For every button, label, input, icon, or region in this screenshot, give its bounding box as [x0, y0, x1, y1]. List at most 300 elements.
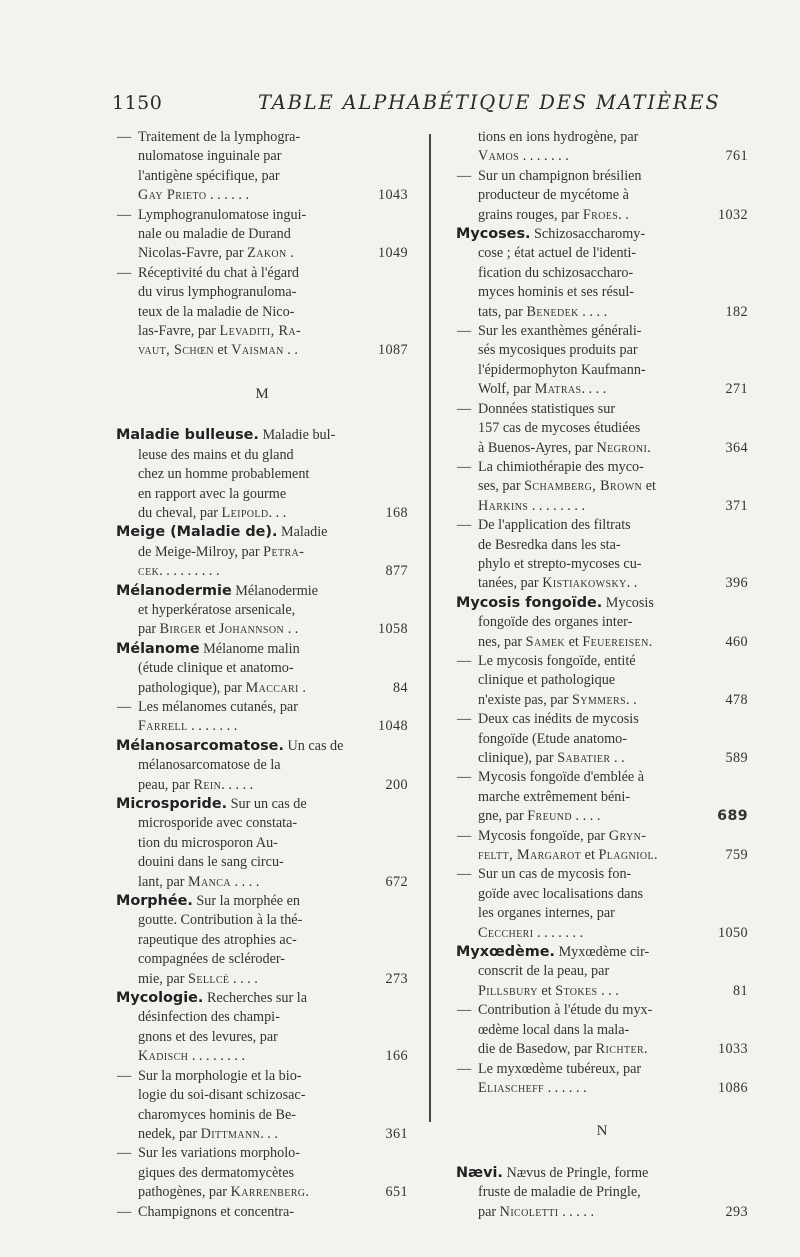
- entry-line: [456, 807, 748, 826]
- entry-text: lant, par: [138, 873, 189, 890]
- entry-line: [116, 795, 408, 814]
- index-entry: [456, 322, 748, 400]
- entry-line: [456, 691, 748, 710]
- entry-text: nes, par: [478, 633, 526, 650]
- entry-text: Lymphogranulomatose ingui-: [138, 206, 307, 223]
- entry-line: [116, 582, 408, 601]
- column-divider: [429, 134, 431, 1122]
- entry-text: tanées, par: [478, 575, 543, 592]
- entry-text: . .: [626, 691, 637, 708]
- entry-text: Nævus de Pringle, forme: [502, 1164, 649, 1181]
- author-name: Ceccheri: [478, 924, 534, 941]
- entry-line: [116, 426, 408, 445]
- entry-line: [116, 543, 408, 562]
- right-column: [456, 128, 748, 1222]
- entry-line: [116, 679, 408, 698]
- entry-line: [456, 380, 748, 399]
- entry-line: [456, 1079, 748, 1098]
- author-name: Dittmann: [200, 1125, 261, 1142]
- index-entry: [456, 128, 748, 167]
- page-reference: 1058: [378, 621, 408, 638]
- author-name: Symmers: [571, 691, 627, 708]
- entry-text: . . . . . . .: [519, 148, 569, 165]
- entry-text: . .: [283, 342, 298, 359]
- author-name: cek: [138, 563, 160, 580]
- entry-line: nulomatose inguinale par: [138, 148, 282, 165]
- index-entry: [116, 892, 408, 989]
- entry-dash: —: [457, 400, 472, 417]
- entry-line: [456, 477, 748, 496]
- entry-dash: —: [117, 1203, 132, 1220]
- entry-line: fongoïde (Etude anatomo-: [478, 730, 627, 747]
- index-entry: [456, 225, 748, 322]
- index-entry: [116, 989, 408, 1067]
- entry-line: [116, 737, 408, 756]
- entry-line: [456, 574, 748, 593]
- entry-line: chez un homme probablement: [138, 466, 310, 483]
- entry-line: producteur de mycétome à: [478, 187, 629, 204]
- index-keyword: Mélanome: [116, 640, 200, 657]
- entry-dash: —: [457, 167, 472, 184]
- author-name: Sellcé: [188, 970, 230, 987]
- author-name: Froes: [582, 206, 619, 223]
- author-name: Stokes: [555, 982, 598, 999]
- page-reference: 168: [385, 504, 408, 521]
- author-name: Karrenberg: [230, 1184, 306, 1201]
- author-name: Rein: [193, 776, 222, 793]
- index-keyword: Morphée.: [116, 893, 193, 910]
- entry-line: giques des dermatomycètes: [138, 1164, 295, 1181]
- entry-line: [116, 970, 408, 989]
- entry-line: mélanosarcomatose de la: [138, 757, 281, 774]
- index-entry: [456, 458, 748, 516]
- author-name: Schamberg, Brown: [524, 478, 643, 495]
- page-number: 1150: [112, 92, 163, 114]
- index-keyword: Mélanodermie: [116, 582, 232, 599]
- entry-text: . . . .: [571, 808, 601, 825]
- entry-line: [116, 322, 408, 341]
- author-name: Petra-: [263, 543, 305, 560]
- entry-line: [116, 244, 408, 263]
- index-entry: [116, 264, 408, 361]
- section-letter: M: [255, 385, 269, 402]
- entry-text: Données statistiques sur: [478, 400, 616, 417]
- entry-line: leuse des mains et du gland: [138, 446, 294, 463]
- index-entry: [116, 523, 408, 581]
- page-reference: 271: [725, 381, 748, 398]
- entry-line: [116, 1144, 408, 1163]
- entry-text: gne, par: [478, 808, 528, 825]
- entry-line: teux de la maladie de Nico-: [138, 303, 295, 320]
- entry-text: et: [581, 847, 599, 864]
- author-name: Manca: [188, 873, 231, 890]
- entry-line: [116, 776, 408, 795]
- index-entry: [116, 698, 408, 737]
- entry-line: [456, 167, 748, 186]
- entry-line: [116, 717, 408, 736]
- entry-dash: —: [457, 458, 472, 475]
- entry-text: . . . . . . .: [533, 924, 584, 941]
- entry-text: .: [305, 1184, 309, 1201]
- author-name: Leipold: [221, 504, 269, 521]
- entry-text: Myxœdème cir-: [555, 944, 650, 961]
- entry-text: Sur la morphologie et la bio-: [138, 1067, 302, 1084]
- index-entry: [456, 827, 748, 866]
- entry-line: [456, 400, 748, 419]
- entry-text: .: [648, 633, 653, 650]
- page-reference: 1033: [718, 1041, 748, 1058]
- entry-line: l'épidermophyton Kaufmann-: [478, 361, 646, 378]
- entry-line: et hyperkératose arsenicale,: [138, 601, 296, 618]
- entry-text: Maladie: [277, 524, 328, 541]
- author-name: Benedek: [526, 303, 579, 320]
- entry-dash: —: [457, 866, 472, 883]
- index-entry: [116, 1067, 408, 1145]
- page-header: [112, 88, 742, 118]
- entry-text: Recherches sur la: [203, 990, 308, 1007]
- entry-text: Les mélanomes cutanés, par: [138, 698, 298, 715]
- entry-line: fongoïde des organes inter-: [478, 614, 633, 631]
- entry-text: Contribution à l'étude du myx-: [478, 1002, 653, 1019]
- entry-line: myces hominis et ses résul-: [478, 284, 635, 301]
- author-name: Farrell: [138, 718, 188, 735]
- entry-line: nale ou maladie de Durand: [138, 226, 291, 243]
- entry-line: l'antigène spécifique, par: [138, 167, 280, 184]
- entry-dash: —: [117, 129, 132, 145]
- entry-text: . . . .: [230, 873, 260, 890]
- entry-text: Sur un champignon brésilien: [478, 167, 642, 184]
- entry-text: du cheval, par: [138, 504, 222, 521]
- entry-line: 157 cas de mycoses étudiées: [478, 420, 641, 437]
- entry-line: [116, 504, 408, 523]
- entry-line: [456, 652, 748, 671]
- entry-line: [456, 924, 748, 943]
- index-entry: [456, 710, 748, 768]
- entry-text: Maladie bul-: [258, 427, 336, 444]
- entry-line: [456, 1060, 748, 1079]
- entry-text: Mycosis: [602, 594, 654, 611]
- entry-line: [116, 1125, 408, 1144]
- entry-text: . . . . . . .: [187, 718, 238, 735]
- entry-dash: —: [117, 1145, 132, 1162]
- entry-line: [116, 698, 408, 717]
- entry-text: De l'application des filtrats: [478, 517, 631, 534]
- entry-line: microsporide avec constata-: [138, 815, 298, 832]
- entry-text: Sur les exanthèmes générali-: [478, 323, 642, 340]
- index-entry: [116, 206, 408, 264]
- entry-line: [456, 710, 748, 729]
- author-name: Plagniol: [598, 847, 654, 864]
- entry-line: [456, 206, 748, 225]
- section-letter: N: [596, 1123, 608, 1140]
- entry-line: sés mycosiques produits par: [478, 342, 638, 359]
- entry-text: Le mycosis fongoïde, entité: [478, 652, 636, 669]
- entry-text: à Buenos-Ayres, par: [478, 439, 597, 456]
- entry-text: . .: [610, 750, 625, 766]
- author-name: Vamos: [478, 148, 520, 165]
- entry-line: [456, 594, 748, 613]
- entry-text: . . . .: [581, 381, 607, 398]
- entry-line: [456, 768, 748, 787]
- entry-text: Sur les variations morpholo-: [138, 1145, 300, 1162]
- entry-line: désinfection des champi-: [138, 1009, 280, 1026]
- entry-line: [116, 264, 408, 283]
- entry-line: [456, 749, 748, 768]
- entry-line: compagnées de scléroder-: [138, 951, 286, 968]
- entry-line: [456, 322, 748, 341]
- page-reference: 759: [725, 847, 748, 864]
- entry-line: tions en ions hydrogène, par: [478, 129, 639, 145]
- entry-text: mie, par: [138, 970, 189, 987]
- author-name: Pillsbury: [478, 982, 538, 999]
- page-reference: 672: [385, 873, 408, 890]
- entry-text: de Meige-Milroy, par: [138, 543, 264, 560]
- entry-line: du virus lymphogranuloma-: [138, 284, 297, 301]
- page-reference: 361: [385, 1125, 408, 1142]
- entry-text: grains rouges, par: [478, 206, 583, 223]
- entry-text: n'existe pas, par: [478, 691, 572, 708]
- entry-line: [116, 620, 408, 639]
- entry-text: Sur un cas de: [227, 796, 307, 812]
- page-reference: 200: [385, 776, 408, 793]
- page-reference: 273: [385, 970, 408, 987]
- author-name: vaut, Schœn: [138, 342, 214, 359]
- page-reference: 182: [725, 303, 748, 320]
- page-reference: 1050: [718, 924, 748, 941]
- index-entry: [456, 167, 748, 225]
- entry-text: nedek, par: [138, 1125, 201, 1142]
- page-reference: 1087: [378, 342, 408, 359]
- entry-text: Mélanodermie: [231, 582, 318, 599]
- page-reference: 1043: [378, 187, 408, 204]
- entry-text: . . . . . . . . .: [159, 563, 220, 580]
- entry-text: et: [213, 342, 232, 359]
- index-entry: [456, 1060, 748, 1099]
- author-name: Gay Prieto: [138, 187, 207, 204]
- entry-line: [116, 892, 408, 911]
- entry-line: clinique et pathologique: [478, 672, 616, 689]
- author-name: Kistiakowsky: [542, 575, 627, 592]
- entry-dash: —: [117, 1067, 132, 1084]
- page-reference: 589: [725, 750, 748, 766]
- entry-text: . . . . .: [221, 776, 254, 793]
- author-name: Nicoletti: [499, 1203, 559, 1220]
- running-title: TABLE ALPHABÉTIQUE DES MATIÈRES: [258, 91, 721, 114]
- index-entry: [116, 795, 408, 892]
- index-entry: [456, 594, 748, 652]
- entry-text: . . . . . . . .: [528, 497, 586, 514]
- entry-line: rapeutique des atrophies ac-: [138, 931, 297, 948]
- entry-line: [456, 439, 748, 458]
- page-reference: 1049: [378, 245, 408, 262]
- index-entry: [116, 426, 408, 523]
- entry-line: de Besredka dans les sta-: [478, 536, 621, 553]
- author-name: Freund: [527, 808, 572, 825]
- index-entry: [456, 400, 748, 458]
- entry-dash: —: [457, 1002, 472, 1019]
- entry-text: Schizosaccharomy-: [530, 226, 646, 243]
- index-entry: [456, 943, 748, 1001]
- index-entry: [456, 1164, 748, 1222]
- entry-line: [456, 943, 748, 962]
- entry-text: pathologique), par: [138, 679, 246, 696]
- entry-text: et: [201, 621, 219, 638]
- entry-line: [116, 562, 408, 581]
- entry-text: Wolf, par: [478, 381, 535, 398]
- entry-line: [116, 206, 408, 225]
- page-reference: 371: [725, 497, 748, 514]
- entry-text: et: [642, 478, 656, 495]
- entry-line: marche extrêmement béni-: [478, 788, 631, 805]
- author-name: Sabatier: [557, 750, 611, 766]
- author-name: Kadisch: [138, 1048, 189, 1065]
- page-reference: 689: [717, 808, 748, 825]
- index-entry: [116, 128, 408, 206]
- entry-text: Champignons et concentra-: [138, 1203, 295, 1220]
- entry-line: [456, 1040, 748, 1059]
- entry-text: Nicolas-Favre, par: [138, 245, 248, 262]
- entry-dash: —: [457, 711, 472, 728]
- entry-text: pathogènes, par: [138, 1184, 231, 1201]
- index-keyword: Microsporide.: [116, 796, 228, 812]
- entry-line: [456, 147, 748, 166]
- entry-text: par: [138, 621, 160, 638]
- entry-line: charomyces hominis de Be-: [138, 1106, 296, 1123]
- entry-line: [116, 1203, 408, 1222]
- entry-line: œdème local dans la mala-: [478, 1021, 630, 1038]
- entry-line: [116, 1183, 408, 1202]
- author-name: Samek: [525, 633, 566, 650]
- entry-text: . . . .: [229, 970, 258, 987]
- entry-line: [456, 497, 748, 516]
- entry-text: Deux cas inédits de mycosis: [478, 711, 639, 728]
- entry-line: cose ; état actuel de l'identi-: [478, 245, 637, 262]
- entry-text: La chimiothérapie des myco-: [478, 458, 644, 475]
- entry-text: peau, par: [138, 776, 194, 793]
- entry-text: die de Basedow, par: [478, 1041, 596, 1058]
- page-reference: 1032: [718, 206, 748, 223]
- page-reference: 166: [385, 1048, 408, 1065]
- entry-line: fication du schizosaccharo-: [478, 264, 634, 281]
- entry-line: goïde avec localisations dans: [478, 885, 644, 902]
- index-entry: [456, 865, 748, 943]
- entry-line: [116, 1067, 408, 1086]
- entry-text: Un cas de: [283, 737, 344, 754]
- index-keyword: Mélanosarcomatose.: [116, 737, 284, 754]
- entry-text: [456, 828, 646, 844]
- entry-text: et: [537, 982, 556, 999]
- entry-line: [456, 225, 748, 244]
- entry-text: .: [298, 679, 306, 696]
- author-name: Richter: [595, 1041, 645, 1058]
- page-reference: 293: [725, 1203, 748, 1220]
- entry-line: [116, 989, 408, 1008]
- entry-text: ses, par: [478, 478, 525, 495]
- author-name: feltt, Margarot: [478, 847, 582, 864]
- page-reference: 81: [733, 982, 748, 999]
- index-keyword: Myxœdème.: [456, 944, 556, 961]
- entry-text: . . . . .: [558, 1203, 594, 1220]
- entry-line: [456, 1164, 748, 1183]
- entry-text: . . . . . .: [206, 187, 250, 204]
- entry-dash: —: [457, 323, 472, 340]
- entry-text: . .: [618, 206, 629, 223]
- page-reference: 460: [725, 633, 748, 650]
- author-name: Harkins: [478, 497, 529, 514]
- entry-line: [456, 982, 748, 1001]
- index-entry: [116, 640, 408, 698]
- entry-line: (étude clinique et anatomo-: [138, 660, 294, 677]
- entry-text: . . .: [260, 1125, 278, 1142]
- entry-text: Réceptivité du chat à l'égard: [138, 264, 299, 281]
- entry-dash: —: [457, 1060, 472, 1077]
- entry-text: .: [286, 245, 294, 262]
- entry-line: les organes internes, par: [478, 905, 615, 922]
- entry-text: Mycosis fongoïde, par: [478, 827, 609, 844]
- page-reference: 396: [725, 575, 748, 592]
- entry-text: par: [478, 1203, 500, 1220]
- author-name: Birger: [159, 621, 202, 638]
- index-entry: [116, 1144, 408, 1202]
- entry-text: . .: [626, 575, 638, 592]
- entry-text: Mycosis fongoïde d'emblée à: [478, 769, 645, 786]
- entry-text: . .: [284, 621, 299, 638]
- author-name: Matras: [534, 381, 582, 398]
- entry-text: Sur la morphée en: [192, 893, 301, 910]
- index-entry: [456, 652, 748, 710]
- entry-text: . . . . . . . .: [188, 1048, 246, 1065]
- entry-line: [116, 640, 408, 659]
- entry-line: [116, 341, 408, 360]
- page-reference: 478: [725, 691, 748, 708]
- author-name: Gryn-: [608, 827, 647, 844]
- entry-text: . . . .: [578, 303, 608, 320]
- entry-text: tats, par: [478, 303, 527, 320]
- index-keyword: Maladie bulleuse.: [116, 427, 259, 444]
- entry-line: [116, 186, 408, 205]
- author-name: Eliascheff: [478, 1079, 545, 1096]
- entry-line: [456, 1001, 748, 1020]
- index-keyword: Mycosis fongoïde.: [456, 594, 603, 611]
- entry-line: en rapport avec la gourme: [138, 485, 287, 502]
- entry-line: [456, 827, 748, 846]
- entry-text: .: [644, 1041, 648, 1058]
- entry-line: [456, 458, 748, 477]
- index-keyword: Mycologie.: [116, 990, 204, 1007]
- entry-dash: —: [457, 652, 472, 669]
- author-name: Negroni: [596, 439, 648, 456]
- index-entry: [116, 1203, 408, 1222]
- page-reference: 1086: [718, 1079, 748, 1096]
- entry-line: [456, 865, 748, 884]
- entry-line: gnons et des levures, par: [138, 1028, 278, 1045]
- entry-text: Mélanome malin: [199, 640, 300, 657]
- entry-text: .: [654, 847, 658, 864]
- entry-dash: —: [117, 264, 132, 281]
- entry-dash: —: [457, 769, 472, 786]
- author-name: Vaisman: [231, 342, 284, 359]
- entry-line: [116, 1047, 408, 1066]
- left-column: [116, 128, 408, 1222]
- page-reference: 84: [393, 679, 408, 696]
- author-name: Levaditi, Ra-: [219, 323, 302, 340]
- author-name: Johannson: [218, 621, 285, 638]
- entry-line: douini dans le sang circu-: [138, 854, 284, 871]
- index-entry: [116, 737, 408, 795]
- entry-line: conscrit de la peau, par: [478, 963, 610, 980]
- entry-text: et: [565, 633, 583, 650]
- entry-dash: —: [117, 206, 132, 223]
